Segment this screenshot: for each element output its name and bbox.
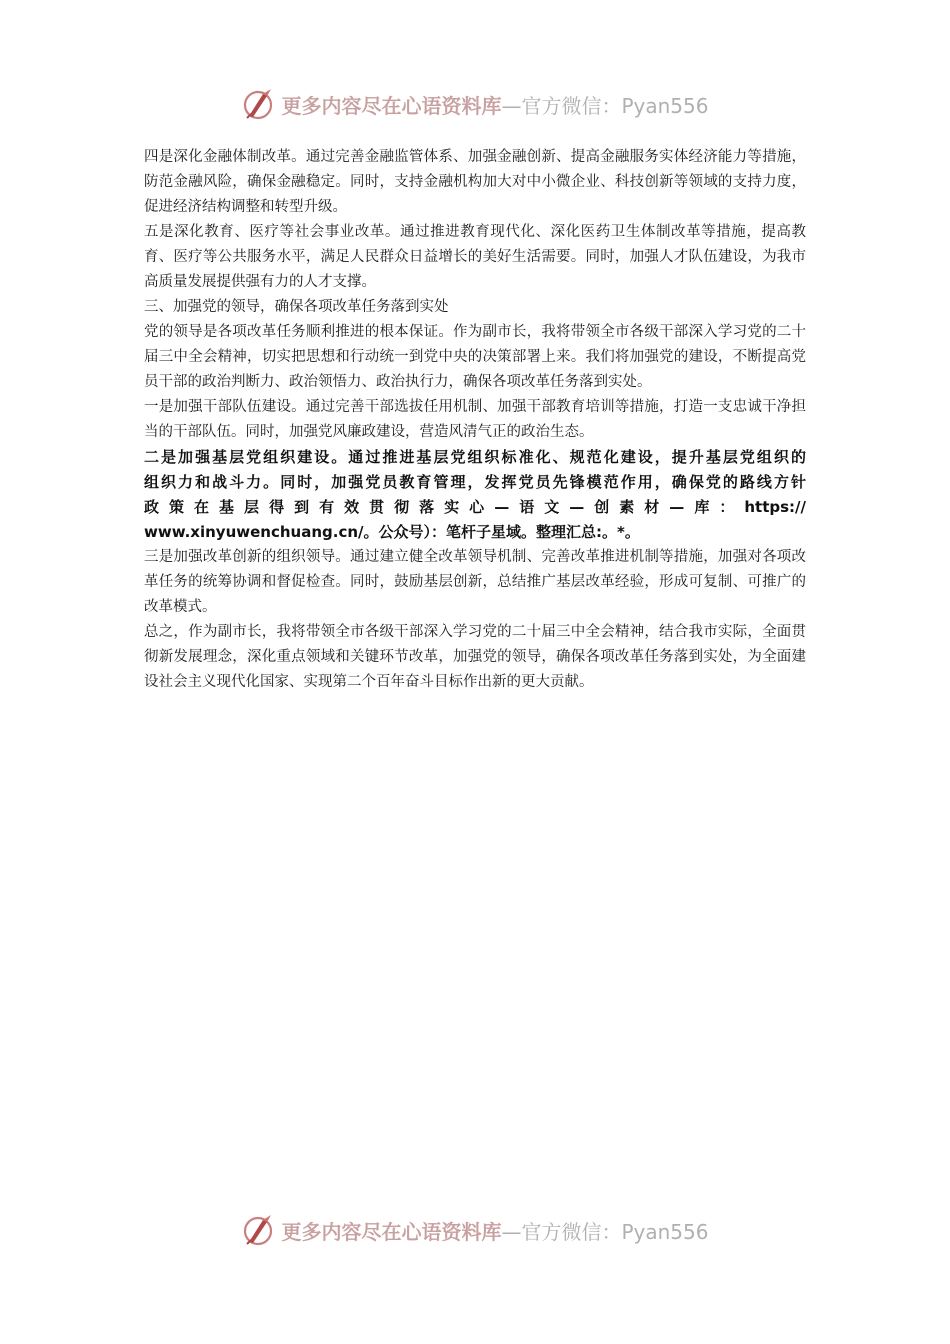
quill-pen-circle-icon <box>241 86 277 122</box>
banner-sub-text: —官方微信：Pyan556 <box>501 93 709 118</box>
paragraph-finance-reform: 四是深化金融体制改革。通过完善金融监管体系、加强金融创新、提高金融服务实体经济能力等措施，防范金融风险，确保金融稳定。同时，支持金融机构加大对中小微企业、科技创新等领域的支持力度，促进经济结构调整和转型升级。 <box>144 149 806 215</box>
paragraph-conclusion: 总之，作为副市长，我将带领全市各级干部深入学习党的二十届三中全会精神，结合我市实际，全面贯彻新发展理念，深化重点领域和关键环节改革，加强党的领导，确保各项改革任务落到实处，为全面建设社会主义现代化国家、实现第二个百年奋斗目标作出新的更大贡献。 <box>144 624 806 690</box>
banner-sub-text: —官方微信：Pyan556 <box>501 1219 709 1244</box>
bold-line: 组织力和战斗力。同时，加强党员教育管理，发挥党员先锋模范作用，确保党的路线方针 <box>144 473 806 491</box>
banner-main-text: 更多内容尽在心语资料库 <box>281 93 502 118</box>
paragraph-party-leadership: 党的领导是各项改革任务顺利推进的根本保证。作为副市长，我将带领全市各级干部深入学习党的二十届三中全会精神，切实把思想和行动统一到党中央的决策部署上来。我们将加强党的建设，不断提高党员干部的政治判断力、政治领悟力、政治执行力，确保各项改革任务落到实处。 <box>144 324 806 390</box>
bold-line: 二是加强基层党组织建设。通过推进基层党组织标准化、规范化建设，提升基层党组织的 <box>144 448 806 466</box>
header-banner <box>0 84 950 124</box>
bold-line-url: www.xinyuwenchuang.cn/。公众号）：笔杆子星域。整理汇总:。*。 <box>144 523 640 541</box>
paragraph-cadre-building: 一是加强干部队伍建设。通过完善干部选拔任用机制、加强干部教育培训等措施，打造一支忠诚干净担当的干部队伍。同时，加强党风廉政建设，营造风清气正的政治生态。 <box>144 399 806 440</box>
bold-line-with-link: 政策在基层得到有效贯彻落实心—语文—创素材—库：https:// <box>144 498 806 516</box>
paragraph-grassroots-party-building <box>144 445 806 545</box>
document-body <box>144 145 806 695</box>
footer-banner <box>0 1210 950 1250</box>
banner-main-text: 更多内容尽在心语资料库 <box>281 1219 502 1244</box>
section-heading-party-leadership: 三、加强党的领导，确保各项改革任务落到实处 <box>144 299 449 315</box>
paragraph-education-medical-reform: 五是深化教育、医疗等社会事业改革。通过推进教育现代化、深化医药卫生体制改革等措施，提高教育、医疗等公共服务水平，满足人民群众日益增长的美好生活需要。同时，加强人才队伍建设，为我市高质量发展提供强有力的人才支撑。 <box>144 224 806 290</box>
quill-pen-circle-icon <box>241 1212 277 1248</box>
paragraph-reform-innovation: 三是加强改革创新的组织领导。通过建立健全改革领导机制、完善改革推进机制等措施，加强对各项改革任务的统筹协调和督促检查。同时，鼓励基层创新，总结推广基层改革经验，形成可复制、可推广的改革模式。 <box>144 549 806 615</box>
